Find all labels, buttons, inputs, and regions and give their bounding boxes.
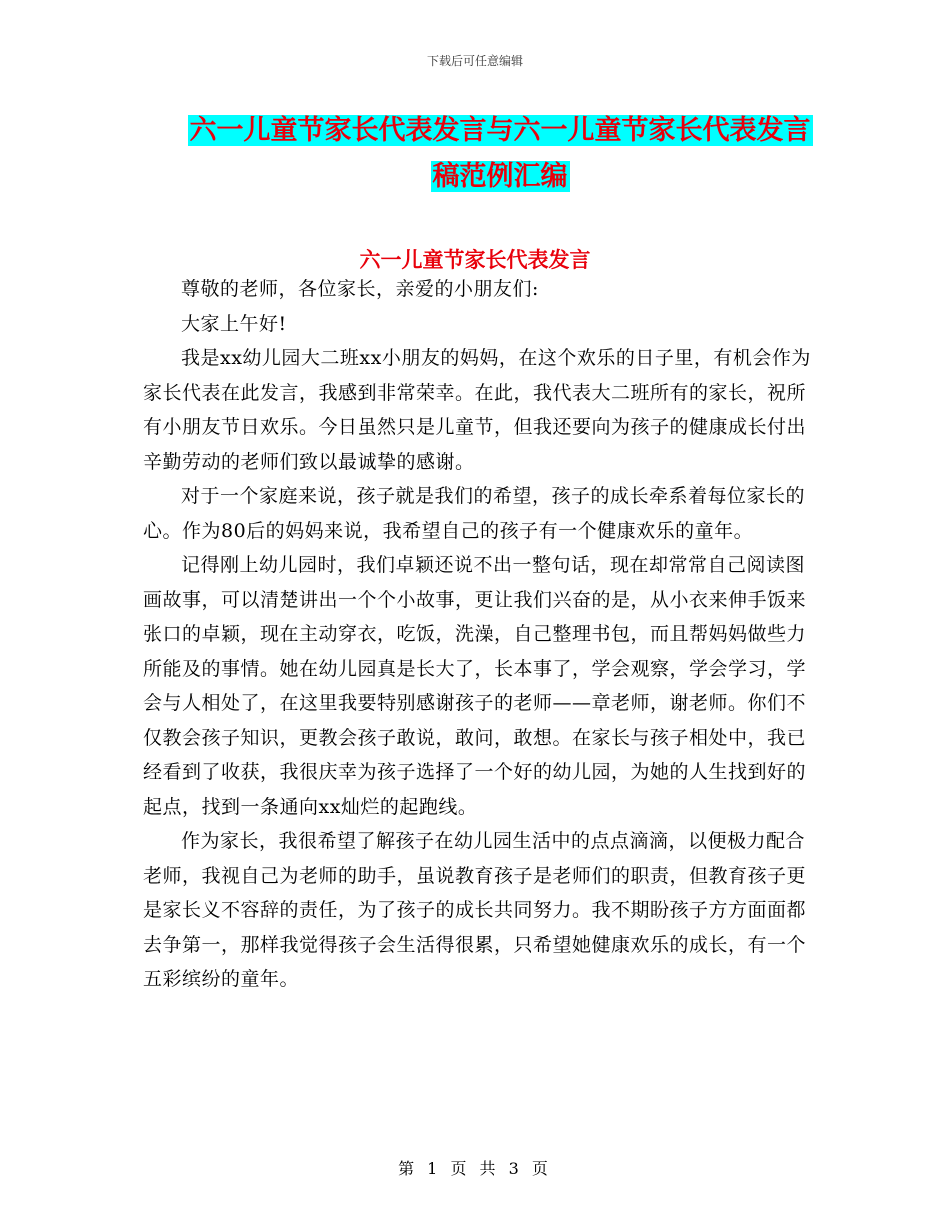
- paragraph: 大家上午好!: [181, 312, 287, 335]
- title-line-1: 六一儿童节家长代表发言与六一儿童节家长代表发言: [189, 115, 811, 146]
- section-title: 六一儿童节家长代表发言: [359, 247, 591, 272]
- document-title: [140, 108, 860, 200]
- paragraph: 尊敬的老师，各位家长，亲爱的小朋友们:: [181, 278, 539, 300]
- title-line-2: 稿范例汇编: [432, 161, 568, 192]
- header-note: 下载后可任意编辑: [426, 54, 523, 68]
- paragraph: 作为家长，我很希望了解孩子在幼儿园生活中的点点滴滴，以便极力配合老师，我视自己为老师的助手，虽说教育孩子是老师们的职责，但教育孩子更是家长义不容辞的责任，为了孩子的成长共同努力。我不期盼孩子方方面面都去争第一，那样我觉得孩子会生活得很累，只希望她健康欢乐的成长，有一个五彩缤纷的童年。: [143, 830, 807, 990]
- speech-body: [143, 272, 811, 997]
- paragraph: 我是xx幼儿园大二班xx小朋友的妈妈，在这个欢乐的日子里，有机会作为家长代表在此发言，我感到非常荣幸。在此，我代表大二班所有的家长，祝所有小朋友节日欢乐。今日虽然只是儿童节，但我还要向为孩子的健康成长付出辛勤劳动的老师们致以最诚挚的感谢。: [143, 347, 811, 473]
- page-number: 第 1 页 共 3 页: [398, 1159, 552, 1178]
- paragraph: 对于一个家庭来说，孩子就是我们的希望，孩子的成长牵系着每位家长的心。作为80后的妈妈来说，我希望自己的孩子有一个健康欢乐的童年。: [143, 485, 806, 542]
- paragraph: 记得刚上幼儿园时，我们卓颖还说不出一整句话，现在却常常自己阅读图画故事，可以清楚讲出一个个小故事，更让我们兴奋的是，从小衣来伸手饭来张口的卓颖，现在主动穿衣，吃饭，洗澡，自己整理书包，而且帮妈妈做些力所能及的事情。她在幼儿园真是长大了，长本事了，学会观察，学会学习，学会与人相处了，在这里我要特别感谢孩子的老师——章老师，谢老师。你们不仅教会孩子知识，更教会孩子敢说，敢问，敢想。在家长与孩子相处中，我已经看到了收获，我很庆幸为孩子选择了一个好的幼儿园，为她的人生找到好的起点，找到一条通向xx灿烂的起跑线。: [143, 554, 807, 818]
